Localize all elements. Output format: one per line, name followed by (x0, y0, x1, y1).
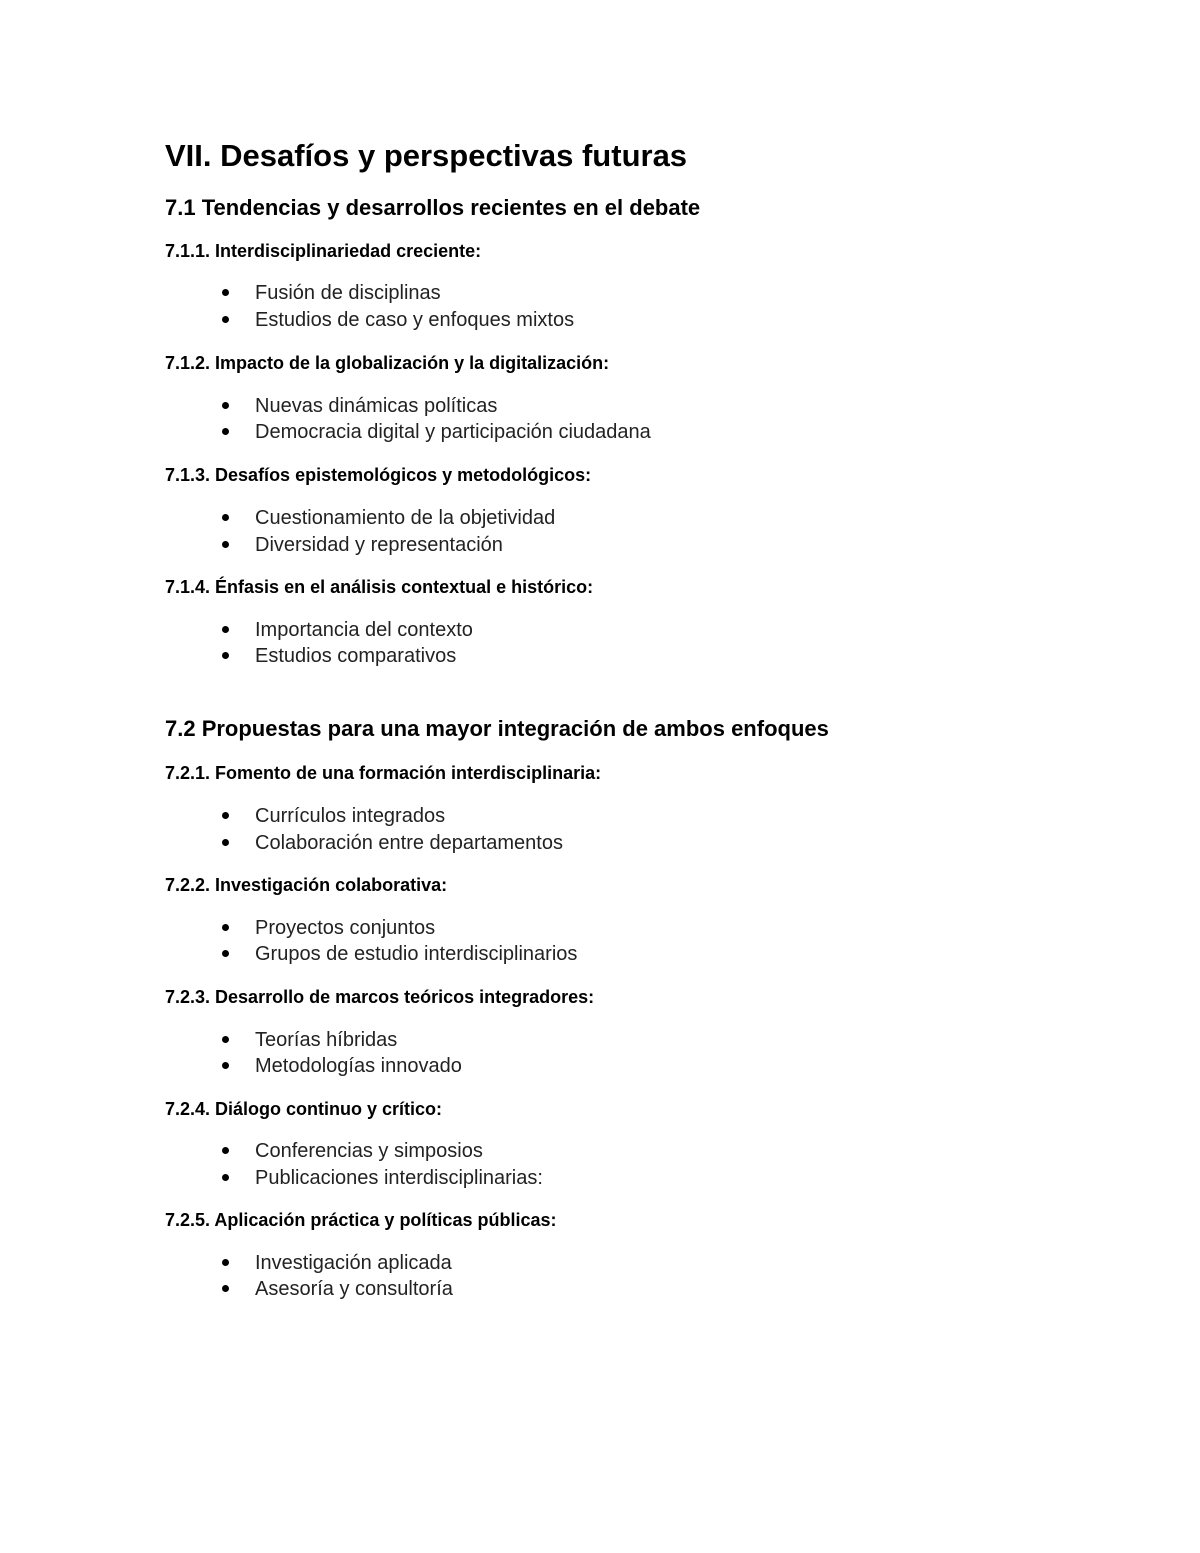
subsection-heading-7-1-1: 7.1.1. Interdisciplinariedad creciente: (165, 241, 482, 261)
list-item: Asesoría y consultoría (255, 1278, 453, 1300)
section-heading-7-2: 7.2 Propuestas para una mayor integración de ambos enfoques (165, 716, 829, 741)
list-item: Conferencias y simposios (255, 1140, 483, 1162)
subsection-heading-7-1-3: 7.1.3. Desafíos epistemológicos y metodológicos: (165, 465, 592, 485)
bullet-icon (222, 839, 229, 846)
list-item: Colaboración entre departamentos (255, 832, 563, 854)
bullet-icon (222, 289, 229, 296)
bullet-icon (222, 1062, 229, 1069)
list-item: Nuevas dinámicas políticas (255, 395, 498, 417)
list-item: Publicaciones interdisciplinarias: (255, 1167, 543, 1189)
bullet-icon (222, 626, 229, 633)
bullet-icon (222, 1285, 229, 1292)
bullet-icon (222, 514, 229, 521)
bullet-icon (222, 1174, 229, 1181)
bullet-icon (222, 428, 229, 435)
list-item: Fusión de disciplinas (255, 282, 441, 304)
list-item: Estudios de caso y enfoques mixtos (255, 309, 575, 331)
subsection-heading-7-2-1: 7.2.1. Fomento de una formación interdisciplinaria: (165, 763, 602, 783)
list-item: Metodologías innovado (255, 1055, 462, 1077)
bullet-icon (222, 1147, 229, 1154)
list-item: Proyectos conjuntos (255, 917, 436, 939)
list-item: Currículos integrados (255, 805, 446, 827)
list-item: Diversidad y representación (255, 534, 503, 556)
list-item: Importancia del contexto (255, 619, 473, 641)
subsection-heading-7-1-4: 7.1.4. Énfasis en el análisis contextual e histórico: (165, 577, 594, 597)
bullet-icon (222, 950, 229, 957)
subsection-heading-7-1-2: 7.1.2. Impacto de la globalización y la digitalización: (165, 353, 610, 373)
subsection-heading-7-2-2: 7.2.2. Investigación colaborativa: (165, 875, 448, 895)
page-title: VII. Desafíos y perspectivas futuras (165, 138, 688, 173)
bullet-icon (222, 1259, 229, 1266)
section-heading-7-1: 7.1 Tendencias y desarrollos recientes en el debate (165, 195, 701, 220)
list-item: Grupos de estudio interdisciplinarios (255, 943, 578, 965)
list-item: Cuestionamiento de la objetividad (255, 507, 556, 529)
bullet-icon (222, 1036, 229, 1043)
bullet-icon (222, 402, 229, 409)
subsection-heading-7-2-4: 7.2.4. Diálogo continuo y crítico: (165, 1099, 443, 1119)
bullet-icon (222, 541, 229, 548)
subsection-heading-7-2-5: 7.2.5. Aplicación práctica y políticas públicas: (165, 1210, 557, 1230)
list-item: Investigación aplicada (255, 1252, 452, 1274)
list-item: Democracia digital y participación ciudadana (255, 421, 651, 443)
bullet-icon (222, 652, 229, 659)
subsection-heading-7-2-3: 7.2.3. Desarrollo de marcos teóricos integradores: (165, 987, 595, 1007)
bullet-icon (222, 316, 229, 323)
list-item: Estudios comparativos (255, 645, 457, 667)
bullet-icon (222, 924, 229, 931)
bullet-icon (222, 812, 229, 819)
list-item: Teorías híbridas (255, 1029, 398, 1051)
